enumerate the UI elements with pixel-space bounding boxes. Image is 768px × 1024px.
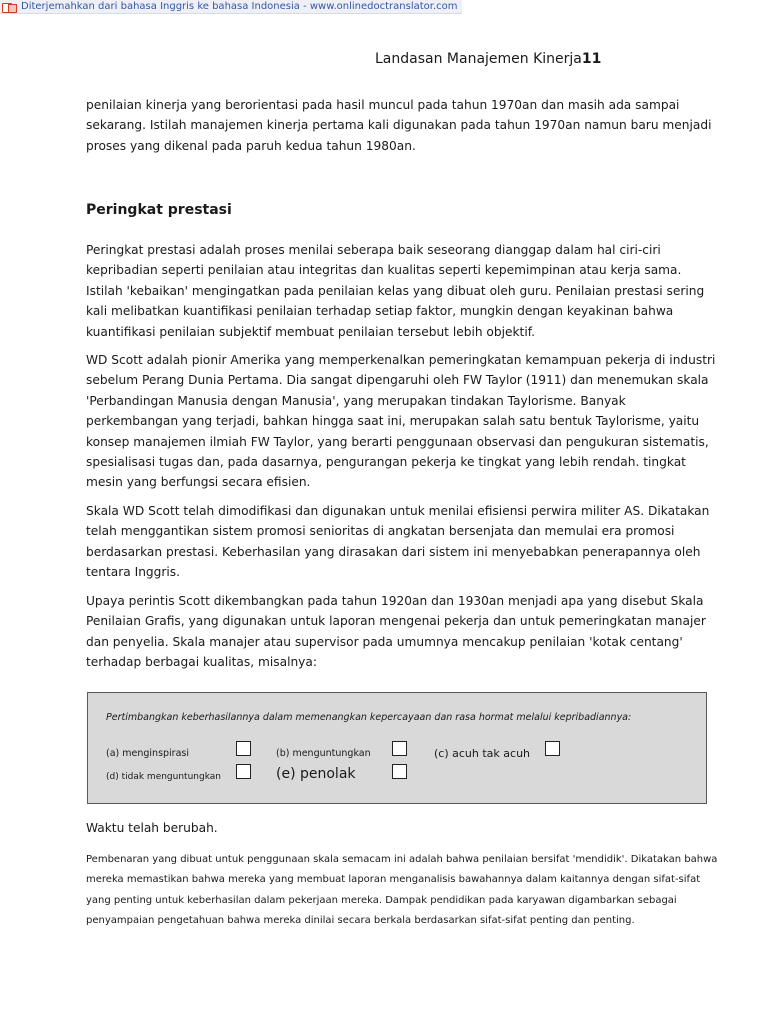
banner-text[interactable]: Diterjemahkan dari bahasa Inggris ke bahasa Indonesia - www.onlinedoctranslator.com	[21, 1, 458, 12]
running-header	[375, 51, 601, 67]
rating-prompt: Pertimbangkan keberhasilannya dalam memenangkan kepercayaan dan rasa hormat melalui kepribadiannya:	[106, 712, 632, 723]
paragraph-4: Upaya perintis Scott dikembangkan pada tahun 1920an dan 1930an menjadi apa yang disebut Skala Penilaian Grafis, yang digunakan untuk laporan mengenai pekerja dan untuk pemeringkatan manajer dan penyelia. Skala manajer atau supervisor pada umumnya mencakup penilaian 'kotak centang' terhadap berbagai kualitas, misalnya:	[86, 594, 706, 670]
header-title: Landasan Manajemen Kinerja	[375, 51, 582, 67]
closing-paragraph: Pembenaran yang dibuat untuk penggunaan skala semacam ini adalah bahwa penilaian bersifat 'mendidik'. Dikatakan bahwa mereka memastikan bahwa mereka yang membuat laporan menganalisis bawahannya dalam kaitannya dengan sifat-sifat yang penting untuk keberhasilan dalam pekerjaan mereka. Dampak pendidikan pada karyawan digambarkan sebagai penyampaian pengetahuan bahwa mereka dinilai secara berkala berdasarkan sifat-sifat penting dan penting.	[86, 854, 718, 926]
option-b-label: (b) menguntungkan	[276, 748, 371, 759]
option-e-checkbox[interactable]	[392, 764, 407, 779]
option-d-checkbox[interactable]	[236, 764, 251, 779]
page-number: 11	[581, 51, 602, 67]
rating-scale-box	[87, 692, 707, 804]
option-a-checkbox[interactable]	[236, 741, 251, 756]
paragraph-1: Peringkat prestasi adalah proses menilai seberapa baik seseorang dianggap dalam hal ciri-ciri kepribadian seperti penilaian atau integritas dan kualitas seperti kepemimpinan atau kerja sama. Istilah 'kebaikan' mengingatkan pada penilaian kelas yang dibuat oleh guru. Penilaian prestasi sering kali melibatkan kuantifikasi penilaian terhadap setiap faktor, mungkin dengan keyakinan bahwa kuantifikasi penilaian subjektif membuat penilaian tersebut lebih objektif.	[86, 243, 705, 339]
option-b-checkbox[interactable]	[392, 741, 407, 756]
option-c-checkbox[interactable]	[545, 741, 560, 756]
subheading: Waktu telah berubah.	[86, 821, 218, 835]
translator-logo-icon	[2, 2, 18, 12]
paragraph-2: WD Scott adalah pionir Amerika yang memperkenalkan pemeringkatan kemampuan pekerja di industri sebelum Perang Dunia Pertama. Dia sangat dipengaruhi oleh FW Taylor (1911) dan menemukan skala 'Perbandingan Manusia dengan Manusia', yang merupakan tindakan Taylorisme. Banyak perkembangan yang terjadi, bahkan hingga saat ini, merupakan salah satu bentuk Taylorisme, yaitu konsep manajemen ilmiah FW Taylor, yang berarti penggunaan observasi dan pengukuran sistematis, spesialisasi tugas dan, pada dasarnya, pengurangan pekerja ke tingkat yang lebih rendah. tingkat mesin yang berfungsi secara efisien.	[86, 353, 716, 490]
option-a-label: (a) menginspirasi	[106, 748, 189, 759]
option-d-label: (d) tidak menguntungkan	[106, 772, 221, 782]
intro-paragraph: penilaian kinerja yang berorientasi pada hasil muncul pada tahun 1970an dan masih ada sampai sekarang. Istilah manajemen kinerja pertama kali digunakan pada tahun 1970an namun baru menjadi proses yang dikenal pada paruh kedua tahun 1980an.	[86, 98, 712, 153]
section-heading: Peringkat prestasi	[86, 202, 232, 218]
paragraph-3: Skala WD Scott telah dimodifikasi dan digunakan untuk menilai efisiensi perwira militer AS. Dikatakan telah menggantikan sistem promosi senioritas di angkatan bersenjata dan memulai era promosi berdasarkan prestasi. Keberhasilan yang dirasakan dari sistem ini menyebabkan penerapannya oleh tentara Inggris.	[86, 504, 710, 580]
option-c-label: (c) acuh tak acuh	[434, 747, 531, 760]
translator-banner[interactable]	[0, 0, 462, 14]
option-e-label: (e) penolak	[276, 766, 356, 782]
